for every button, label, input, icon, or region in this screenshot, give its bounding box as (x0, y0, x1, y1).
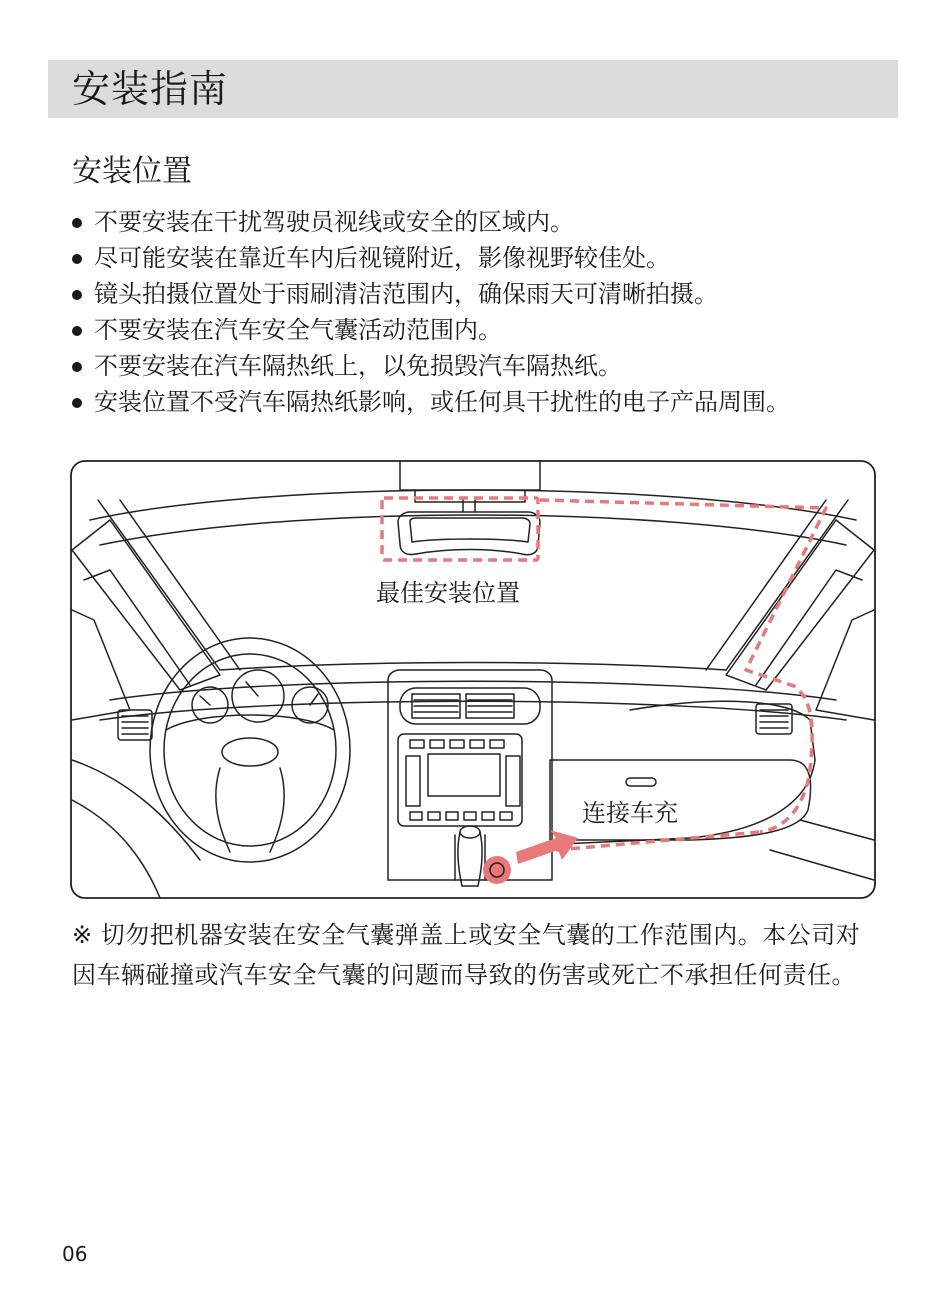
list-item-text: 不要安装在汽车安全气囊活动范围内。 (94, 316, 502, 344)
list-item-text: 镜头拍摄位置处于雨刷清洁范围内，确保雨天可清晰拍摄。 (94, 280, 718, 308)
bullet-dot-icon (72, 218, 82, 228)
list-item (72, 204, 872, 240)
bullet-dot-icon (72, 362, 82, 372)
page-title: 安装指南 (72, 67, 229, 111)
list-item (72, 312, 872, 348)
warning-text: ※ 切勿把机器安装在安全气囊弹盖上或安全气囊的工作范围内。本公司对因车辆碰撞或汽车安全气囊的问题而导致的伤害或死亡不承担任何责任。 (72, 921, 861, 989)
page-number: 06 (62, 1242, 88, 1266)
list-item-text: 不要安装在汽车隔热纸上，以免损毁汽车隔热纸。 (94, 352, 622, 380)
car-interior-illustration (70, 460, 876, 899)
car-interior-drawing (70, 460, 876, 899)
list-item-text: 安装位置不受汽车隔热纸影响，或任何具干扰性的电子产品周围。 (94, 388, 790, 416)
list-item (72, 276, 872, 312)
bullet-dot-icon (72, 254, 82, 264)
list-item (72, 348, 872, 384)
bullet-dot-icon (72, 398, 82, 408)
list-item (72, 384, 872, 420)
header-bar (48, 60, 898, 118)
section-title: 安装位置 (72, 154, 192, 189)
list-item (72, 240, 872, 276)
list-item-text: 不要安装在干扰驾驶员视线或安全的区域内。 (94, 208, 574, 236)
charger-label: 连接车充 (582, 799, 678, 827)
list-item-text: 尽可能安装在靠近车内后视镜附近，影像视野较佳处。 (94, 244, 670, 272)
bullet-dot-icon (72, 290, 82, 300)
bullet-dot-icon (72, 326, 82, 336)
best-position-label: 最佳安装位置 (376, 579, 520, 607)
bullet-list (72, 204, 872, 420)
